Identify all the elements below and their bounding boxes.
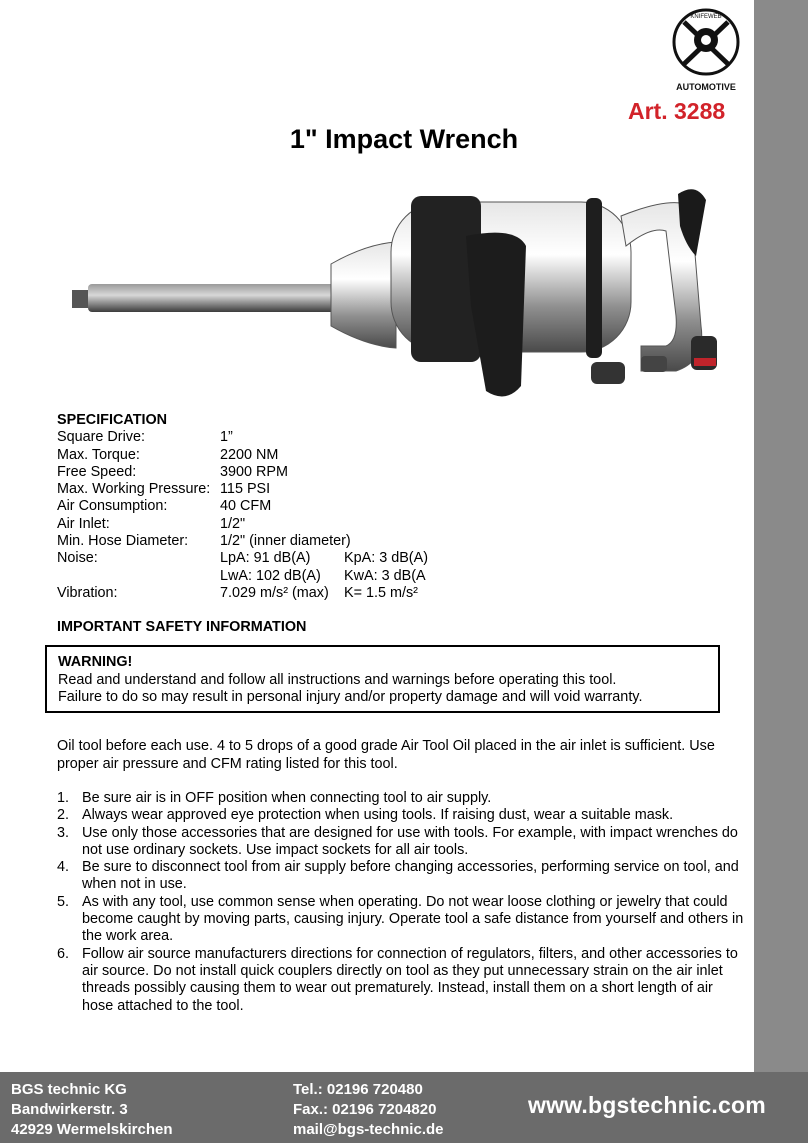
spec-value: 1/2" bbox=[220, 515, 246, 532]
svg-text:AUTOMOTIVE: AUTOMOTIVE bbox=[676, 82, 736, 92]
spec-label: Free Speed: bbox=[57, 463, 137, 480]
spec-row bbox=[57, 447, 428, 464]
list-item-text: Use only those accessories that are designed for use with tools. For example, with impact wrenches do not use ordinary sockets. Use impact sockets for all air tools. bbox=[82, 824, 738, 858]
svg-text:KNIFEWEB: KNIFEWEB bbox=[690, 14, 722, 20]
list-item-number: 2. bbox=[57, 807, 70, 824]
list-item-number: 3. bbox=[57, 824, 70, 841]
company-email[interactable]: mail@bgs-technic.de bbox=[293, 1121, 444, 1138]
spec-value: 40 CFM bbox=[220, 498, 272, 515]
list-item bbox=[57, 790, 747, 807]
safety-list bbox=[57, 790, 747, 1015]
spec-row bbox=[57, 533, 428, 550]
list-item-text: Follow air source manufacturers directions for connection of regulators, filters, and other accessories to air source. Do not install quick couplers directly on tool as they put unnecessary strain on the air inlet threads possibly causing them to wear out prematurely. Instead, install them on a short length of air hose attached to the tool. bbox=[82, 945, 738, 1014]
footer bbox=[0, 1072, 808, 1143]
warning-line: Failure to do so may result in personal injury and/or property damage and will void warranty. bbox=[58, 689, 643, 705]
spec-label: Max. Working Pressure: bbox=[57, 481, 211, 498]
spec-value: KpA: 3 dB(A) bbox=[344, 550, 428, 567]
spec-label: Min. Hose Diameter: bbox=[57, 533, 189, 550]
list-item bbox=[57, 894, 747, 946]
warning-line: Read and understand and follow all instructions and warnings before operating this tool. bbox=[58, 671, 617, 688]
list-item bbox=[57, 946, 747, 1015]
list-item-number: 4. bbox=[57, 859, 70, 876]
spec-row bbox=[57, 464, 428, 481]
spec-label: Noise: bbox=[57, 550, 98, 567]
page-title: 1" Impact Wrench bbox=[289, 124, 519, 154]
spec-value: 115 PSI bbox=[220, 481, 271, 498]
spec-row bbox=[57, 481, 428, 498]
list-item bbox=[57, 825, 747, 860]
list-item-text: Be sure to disconnect tool from air supply before changing accessories, performing service on tool, and when not in use. bbox=[82, 859, 739, 893]
list-item-number: 5. bbox=[57, 893, 70, 910]
brand-logo bbox=[670, 4, 742, 94]
spec-label: Vibration: bbox=[57, 584, 118, 601]
spec-row bbox=[57, 516, 428, 533]
list-item-text: Be sure air is in OFF position when connecting tool to air supply. bbox=[82, 790, 492, 806]
list-item-number: 1. bbox=[57, 790, 70, 806]
company-phone: Tel.: 02196 720480 bbox=[293, 1081, 423, 1098]
right-sidebar-band bbox=[754, 0, 808, 1072]
oil-instructions: Oil tool before each use. 4 to 5 drops of a good grade Air Tool Oil placed in the air inlet is sufficient. Use proper air pressure and CFM rating listed for this tool. bbox=[57, 738, 715, 772]
spec-label: Air Inlet: bbox=[57, 515, 110, 532]
list-item bbox=[57, 807, 747, 824]
spec-value: K= 1.5 m/s² bbox=[344, 584, 418, 601]
list-item-text: As with any tool, use common sense when operating. Do not wear loose clothing or jewelry that could become caught by moving parts, causing injury. Operate tool a safe distance from yourself and others in the work area. bbox=[82, 893, 744, 945]
company-street: Bandwirkerstr. 3 bbox=[11, 1101, 128, 1118]
list-item bbox=[57, 859, 747, 894]
company-website[interactable]: www.bgstechnic.com bbox=[528, 1092, 766, 1118]
spec-row-noise-2 bbox=[57, 568, 428, 585]
list-item-text: Always wear approved eye protection when using tools. If raising dust, wear a suitable mask. bbox=[82, 807, 674, 824]
article-number: Art. 3288 bbox=[628, 98, 726, 124]
spec-value: 1/2" (inner diameter) bbox=[220, 533, 351, 550]
spec-label: Max. Torque: bbox=[57, 446, 140, 463]
spec-value: 1” bbox=[220, 429, 233, 446]
spec-value: KwA: 3 dB(A bbox=[344, 567, 426, 584]
spec-value: 3900 RPM bbox=[220, 463, 288, 480]
company-city: 42929 Wermelskirchen bbox=[11, 1121, 173, 1138]
spec-row-noise bbox=[57, 550, 428, 567]
spec-value: 7.029 m/s² (max) bbox=[220, 584, 329, 601]
warning-box bbox=[45, 645, 720, 713]
specification-section bbox=[57, 412, 428, 602]
company-name: BGS technic KG bbox=[11, 1081, 127, 1098]
spec-label: Square Drive: bbox=[57, 429, 145, 446]
spec-row bbox=[57, 429, 428, 446]
company-fax: Fax.: 02196 7204820 bbox=[293, 1101, 437, 1118]
warning-title: WARNING! bbox=[58, 654, 133, 670]
spec-row-vibration bbox=[57, 585, 428, 602]
spec-value: LpA: 91 dB(A) bbox=[220, 550, 311, 567]
impact-wrench-image bbox=[66, 186, 726, 408]
spec-row bbox=[57, 498, 428, 515]
safety-heading: IMPORTANT SAFETY INFORMATION bbox=[57, 619, 307, 635]
spec-value: LwA: 102 dB(A) bbox=[220, 567, 321, 584]
spec-label: Air Consumption: bbox=[57, 498, 168, 515]
spec-value: 2200 NM bbox=[220, 446, 279, 463]
list-item-number: 6. bbox=[57, 945, 70, 962]
specification-heading: SPECIFICATION bbox=[57, 412, 168, 428]
